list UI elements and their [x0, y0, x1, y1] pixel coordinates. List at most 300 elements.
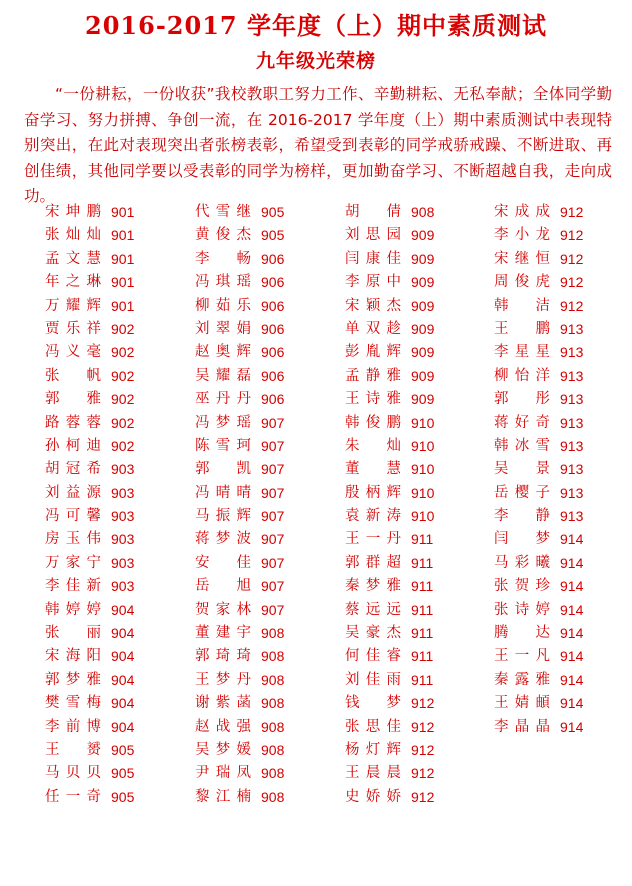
student-name: 宋成成 — [494, 204, 550, 220]
student-class: 909 — [411, 344, 435, 361]
student-class: 906 — [261, 344, 285, 361]
student-name: 岳旭 — [195, 578, 251, 595]
student-class: 906 — [261, 367, 285, 384]
student-entry — [345, 505, 485, 528]
student-entry — [345, 762, 485, 785]
student-name: 郭凯 — [195, 461, 251, 478]
student-name: 冯义毫 — [45, 344, 101, 361]
student-name: 樊雪梅 — [45, 695, 101, 712]
student-name: 吴豪杰 — [345, 625, 401, 642]
student-entry — [195, 645, 335, 668]
student-class: 908 — [261, 765, 285, 782]
student-entry — [195, 341, 335, 364]
student-class: 914 — [560, 601, 584, 618]
student-name: 王诗雅 — [345, 391, 401, 408]
student-entry — [494, 295, 632, 318]
student-entry — [494, 552, 632, 575]
student-entry — [345, 739, 485, 762]
student-entry — [345, 716, 485, 739]
student-entry — [494, 201, 632, 224]
student-name: 韩婷婷 — [45, 601, 101, 618]
student-entry — [195, 669, 335, 692]
intro-paragraph: “一份耕耘，一份收获”我校教职工努力工作、辛勤耕耘、无私奉献；全体同学勤奋学习、努力拼搏、争创一流，在 2016-2017 学年度（上）期中素质测试中表现特别突出，在此对表现突出者张榜表彰，希望受到表彰的同学戒骄戒躁、不断进取、再创佳绩，其他同学要以受表彰的同学为榜样，更加勤奋学习、不断超越自我，走向成功。 — [24, 85, 612, 205]
student-entry — [494, 692, 632, 715]
student-class: 903 — [111, 578, 135, 595]
student-class: 908 — [261, 718, 285, 735]
student-entry — [494, 224, 632, 247]
student-class: 913 — [560, 437, 584, 454]
student-name: 孙柯迪 — [45, 437, 101, 454]
student-class: 909 — [411, 297, 435, 314]
student-entry — [45, 692, 185, 715]
student-name: 史娇娇 — [345, 788, 401, 805]
student-name: 柳怡洋 — [494, 367, 550, 384]
student-entry — [195, 692, 335, 715]
student-class: 905 — [111, 765, 135, 782]
student-class: 904 — [111, 718, 135, 735]
student-entry — [45, 739, 185, 762]
student-name: 谢紫菡 — [195, 695, 251, 712]
student-class: 913 — [560, 320, 584, 337]
student-name: 张贺珍 — [494, 578, 550, 595]
student-entry — [195, 716, 335, 739]
student-class: 909 — [411, 227, 435, 244]
student-class: 909 — [411, 274, 435, 291]
student-entry — [45, 271, 185, 294]
student-entry — [45, 669, 185, 692]
student-class: 914 — [560, 671, 584, 688]
student-name: 韩冰雪 — [494, 437, 550, 454]
student-entry — [45, 318, 185, 341]
student-name: 袁新涛 — [345, 508, 401, 525]
student-entry — [494, 341, 632, 364]
student-entry — [345, 388, 485, 411]
student-class: 907 — [261, 531, 285, 548]
student-name: 宋坤鹏 — [45, 204, 101, 220]
student-entry — [45, 435, 185, 458]
student-name: 陈雪珂 — [195, 437, 251, 454]
student-class: 908 — [261, 648, 285, 665]
student-name: 蒋好奇 — [494, 414, 550, 431]
student-class: 907 — [261, 461, 285, 478]
student-class: 904 — [111, 601, 135, 618]
student-class: 906 — [261, 297, 285, 314]
student-entry — [494, 435, 632, 458]
student-name: 房玉伟 — [45, 531, 101, 548]
student-entry — [195, 786, 335, 809]
student-name: 柳茹乐 — [195, 297, 251, 314]
student-entry — [45, 412, 185, 435]
student-entry — [345, 528, 485, 551]
student-name: 蔡远远 — [345, 601, 401, 618]
student-entry — [45, 552, 185, 575]
student-name: 刘思园 — [345, 227, 401, 244]
student-entry — [45, 716, 185, 739]
student-entry — [195, 505, 335, 528]
student-name: 韩洁 — [494, 297, 550, 314]
student-name: 冯琪瑶 — [195, 274, 251, 291]
student-entry — [45, 224, 185, 247]
student-entry — [195, 599, 335, 622]
student-name: 吴景 — [494, 461, 550, 478]
student-entry — [494, 412, 632, 435]
student-entry — [494, 669, 632, 692]
student-entry — [45, 341, 185, 364]
student-class: 914 — [560, 718, 584, 735]
student-class: 907 — [261, 437, 285, 454]
student-name: 黎江楠 — [195, 788, 251, 805]
student-entry — [494, 482, 632, 505]
student-entry — [45, 528, 185, 551]
student-name: 宋海阳 — [45, 648, 101, 665]
student-name: 杨灯辉 — [345, 741, 401, 758]
student-class: 913 — [560, 461, 584, 478]
student-name: 王一凡 — [494, 648, 550, 665]
student-class: 912 — [560, 227, 584, 244]
student-entry — [345, 412, 485, 435]
student-class: 914 — [560, 648, 584, 665]
student-name: 董建宇 — [195, 625, 251, 642]
student-name: 闫康佳 — [345, 250, 401, 267]
student-name: 冯晴晴 — [195, 484, 251, 501]
student-entry — [45, 622, 185, 645]
student-name: 张丽 — [45, 625, 101, 642]
student-name: 赵战强 — [195, 718, 251, 735]
student-entry — [494, 505, 632, 528]
student-entry — [195, 762, 335, 785]
student-class: 911 — [411, 578, 434, 595]
student-name: 王晨晨 — [345, 765, 401, 782]
student-entry — [494, 599, 632, 622]
student-entry — [494, 575, 632, 598]
student-name: 王赟 — [45, 741, 101, 758]
student-class: 909 — [411, 250, 435, 267]
student-class: 908 — [261, 741, 285, 758]
student-name: 李前博 — [45, 718, 101, 735]
student-class: 909 — [411, 320, 435, 337]
student-class: 903 — [111, 508, 135, 525]
student-entry — [45, 505, 185, 528]
student-name: 贾乐祥 — [45, 320, 101, 337]
student-name: 朱灿 — [345, 437, 401, 454]
student-entry — [195, 482, 335, 505]
student-name: 蒋梦波 — [195, 531, 251, 548]
student-entry — [345, 458, 485, 481]
student-name: 彭胤辉 — [345, 344, 401, 361]
student-class: 904 — [111, 625, 135, 642]
student-class: 914 — [560, 554, 584, 571]
student-entry — [195, 412, 335, 435]
roster-column-3 — [345, 201, 485, 809]
student-name: 吴梦媛 — [195, 741, 251, 758]
student-name: 闫梦 — [494, 531, 550, 548]
student-name: 黄俊杰 — [195, 227, 251, 244]
student-name: 张诗婷 — [494, 601, 550, 618]
student-class: 904 — [111, 695, 135, 712]
student-name: 钱梦 — [345, 695, 401, 712]
student-name: 宋继恒 — [494, 250, 550, 267]
student-class: 905 — [111, 741, 135, 758]
student-name: 郭彤 — [494, 391, 550, 408]
student-entry — [195, 435, 335, 458]
student-entry — [195, 528, 335, 551]
student-class: 905 — [261, 227, 285, 244]
student-entry — [195, 271, 335, 294]
student-class: 901 — [111, 250, 135, 267]
student-class: 902 — [111, 437, 135, 454]
student-class: 905 — [111, 788, 135, 805]
student-entry — [345, 435, 485, 458]
student-entry — [494, 318, 632, 341]
student-name: 代雪继 — [195, 204, 251, 220]
student-class: 909 — [411, 367, 435, 384]
student-class: 914 — [560, 625, 584, 642]
student-name: 刘益源 — [45, 484, 101, 501]
student-entry — [345, 599, 485, 622]
student-class: 901 — [111, 227, 135, 244]
student-entry — [195, 458, 335, 481]
student-name: 郭梦雅 — [45, 671, 101, 688]
student-class: 910 — [411, 508, 435, 525]
student-name: 胡冠希 — [45, 461, 101, 478]
student-entry — [195, 224, 335, 247]
student-class: 907 — [261, 508, 285, 525]
student-name: 郭琦琦 — [195, 648, 251, 665]
student-name: 孟文慧 — [45, 250, 101, 267]
student-class: 908 — [261, 625, 285, 642]
student-name: 胡倩 — [345, 204, 401, 220]
student-entry — [494, 622, 632, 645]
student-entry — [345, 341, 485, 364]
student-class: 912 — [560, 204, 584, 220]
roster-column-1 — [45, 201, 185, 809]
student-class: 901 — [111, 274, 135, 291]
student-class: 902 — [111, 320, 135, 337]
student-class: 911 — [411, 648, 434, 665]
student-name: 王鹏 — [494, 320, 550, 337]
student-class: 912 — [411, 765, 435, 782]
student-entry — [195, 739, 335, 762]
student-class: 908 — [261, 671, 285, 688]
student-name: 孟静雅 — [345, 367, 401, 384]
student-class: 903 — [111, 484, 135, 501]
student-name: 马彩曦 — [494, 554, 550, 571]
student-name: 冯梦瑶 — [195, 414, 251, 431]
student-name: 秦梦雅 — [345, 578, 401, 595]
student-entry — [195, 622, 335, 645]
student-class: 912 — [560, 297, 584, 314]
student-class: 908 — [261, 788, 285, 805]
student-entry — [195, 388, 335, 411]
student-name: 宋颖杰 — [345, 297, 401, 314]
student-class: 913 — [560, 414, 584, 431]
student-class: 910 — [411, 461, 435, 478]
student-entry — [45, 645, 185, 668]
student-name: 任一奇 — [45, 788, 101, 805]
student-class: 911 — [411, 671, 434, 688]
student-class: 906 — [261, 250, 285, 267]
student-entry — [345, 552, 485, 575]
student-class: 903 — [111, 531, 135, 548]
student-entry — [494, 458, 632, 481]
student-class: 903 — [111, 461, 135, 478]
student-class: 913 — [560, 391, 584, 408]
student-class: 913 — [560, 367, 584, 384]
page-subtitle: 九年级光荣榜 — [255, 50, 376, 72]
student-name: 郭雅 — [45, 391, 101, 408]
student-name: 张思佳 — [345, 718, 401, 735]
student-class: 906 — [261, 320, 285, 337]
student-name: 路蓉蓉 — [45, 414, 101, 431]
student-class: 906 — [261, 391, 285, 408]
student-class: 912 — [560, 274, 584, 291]
student-entry — [345, 365, 485, 388]
student-name: 吴耀磊 — [195, 367, 251, 384]
student-entry — [345, 271, 485, 294]
student-entry — [45, 575, 185, 598]
student-class: 911 — [411, 601, 434, 618]
student-name: 赵奥辉 — [195, 344, 251, 361]
student-entry — [45, 599, 185, 622]
student-class: 908 — [261, 695, 285, 712]
student-entry — [345, 482, 485, 505]
student-entry — [345, 295, 485, 318]
student-name: 李畅 — [195, 250, 251, 267]
student-name: 殷柄辉 — [345, 484, 401, 501]
student-name: 郭群超 — [345, 554, 401, 571]
student-entry — [494, 388, 632, 411]
student-class: 913 — [560, 484, 584, 501]
student-class: 911 — [411, 625, 434, 642]
student-class: 910 — [411, 414, 435, 431]
student-entry — [345, 201, 485, 224]
student-entry — [195, 365, 335, 388]
student-entry — [45, 388, 185, 411]
student-name: 单双趁 — [345, 320, 401, 337]
student-class: 913 — [560, 344, 584, 361]
student-entry — [195, 552, 335, 575]
student-class: 902 — [111, 391, 135, 408]
student-class: 902 — [111, 414, 135, 431]
student-name: 万家宁 — [45, 554, 101, 571]
student-name: 王一丹 — [345, 531, 401, 548]
student-entry — [345, 248, 485, 271]
student-entry — [45, 365, 185, 388]
student-name: 马振辉 — [195, 508, 251, 525]
student-name: 腾达 — [494, 625, 550, 642]
student-entry — [45, 762, 185, 785]
student-name: 冯可馨 — [45, 508, 101, 525]
student-class: 913 — [560, 508, 584, 525]
student-entry — [494, 716, 632, 739]
student-class: 910 — [411, 484, 435, 501]
student-name: 刘翠娟 — [195, 320, 251, 337]
student-entry — [345, 786, 485, 809]
student-name: 王梦丹 — [195, 671, 251, 688]
page-title: 2016-2017 学年度（上）期中素质测试 — [85, 11, 547, 40]
student-class: 907 — [261, 484, 285, 501]
student-name: 贺家林 — [195, 601, 251, 618]
student-class: 912 — [411, 695, 435, 712]
student-entry — [345, 318, 485, 341]
student-class: 904 — [111, 671, 135, 688]
student-entry — [345, 692, 485, 715]
student-name: 周俊虎 — [494, 274, 550, 291]
student-class: 914 — [560, 531, 584, 548]
roster-column-4 — [494, 201, 632, 739]
student-name: 马贝贝 — [45, 765, 101, 782]
student-class: 907 — [261, 414, 285, 431]
student-name: 李小龙 — [494, 227, 550, 244]
student-class: 907 — [261, 578, 285, 595]
student-class: 912 — [411, 741, 435, 758]
student-entry — [494, 645, 632, 668]
student-name: 张帆 — [45, 367, 101, 384]
student-name: 李星星 — [494, 344, 550, 361]
student-class: 909 — [411, 391, 435, 408]
student-name: 韩俊鹏 — [345, 414, 401, 431]
student-name: 李原中 — [345, 274, 401, 291]
student-class: 906 — [261, 274, 285, 291]
student-name: 巫丹丹 — [195, 391, 251, 408]
student-class: 904 — [111, 648, 135, 665]
student-class: 907 — [261, 554, 285, 571]
student-class: 901 — [111, 204, 135, 220]
student-class: 908 — [411, 204, 435, 220]
student-entry — [45, 295, 185, 318]
student-name: 李佳新 — [45, 578, 101, 595]
student-entry — [494, 528, 632, 551]
student-class: 903 — [111, 554, 135, 571]
student-name: 董慧 — [345, 461, 401, 478]
student-name: 何佳睿 — [345, 648, 401, 665]
student-entry — [345, 669, 485, 692]
student-entry — [45, 458, 185, 481]
roster-column-2 — [195, 201, 335, 809]
student-entry — [494, 271, 632, 294]
student-class: 905 — [261, 204, 285, 220]
student-class: 911 — [411, 554, 434, 571]
student-name: 岳樱子 — [494, 484, 550, 501]
student-name: 万耀辉 — [45, 297, 101, 314]
student-name: 李晶晶 — [494, 718, 550, 735]
student-entry — [345, 622, 485, 645]
student-name: 王婧頔 — [494, 695, 550, 712]
student-class: 907 — [261, 601, 285, 618]
student-class: 912 — [411, 718, 435, 735]
student-entry — [345, 645, 485, 668]
student-name: 张灿灿 — [45, 227, 101, 244]
student-entry — [45, 482, 185, 505]
student-name: 年之琳 — [45, 274, 101, 291]
student-class: 902 — [111, 344, 135, 361]
student-name: 秦露雅 — [494, 671, 550, 688]
student-entry — [345, 224, 485, 247]
student-entry — [45, 786, 185, 809]
student-entry — [45, 201, 185, 224]
student-class: 914 — [560, 578, 584, 595]
student-entry — [195, 248, 335, 271]
student-entry — [45, 248, 185, 271]
student-name: 安佳 — [195, 554, 251, 571]
student-class: 914 — [560, 695, 584, 712]
student-class: 901 — [111, 297, 135, 314]
student-entry — [195, 318, 335, 341]
student-name: 李静 — [494, 508, 550, 525]
student-entry — [345, 575, 485, 598]
student-name: 尹瑞凤 — [195, 765, 251, 782]
student-class: 912 — [560, 250, 584, 267]
